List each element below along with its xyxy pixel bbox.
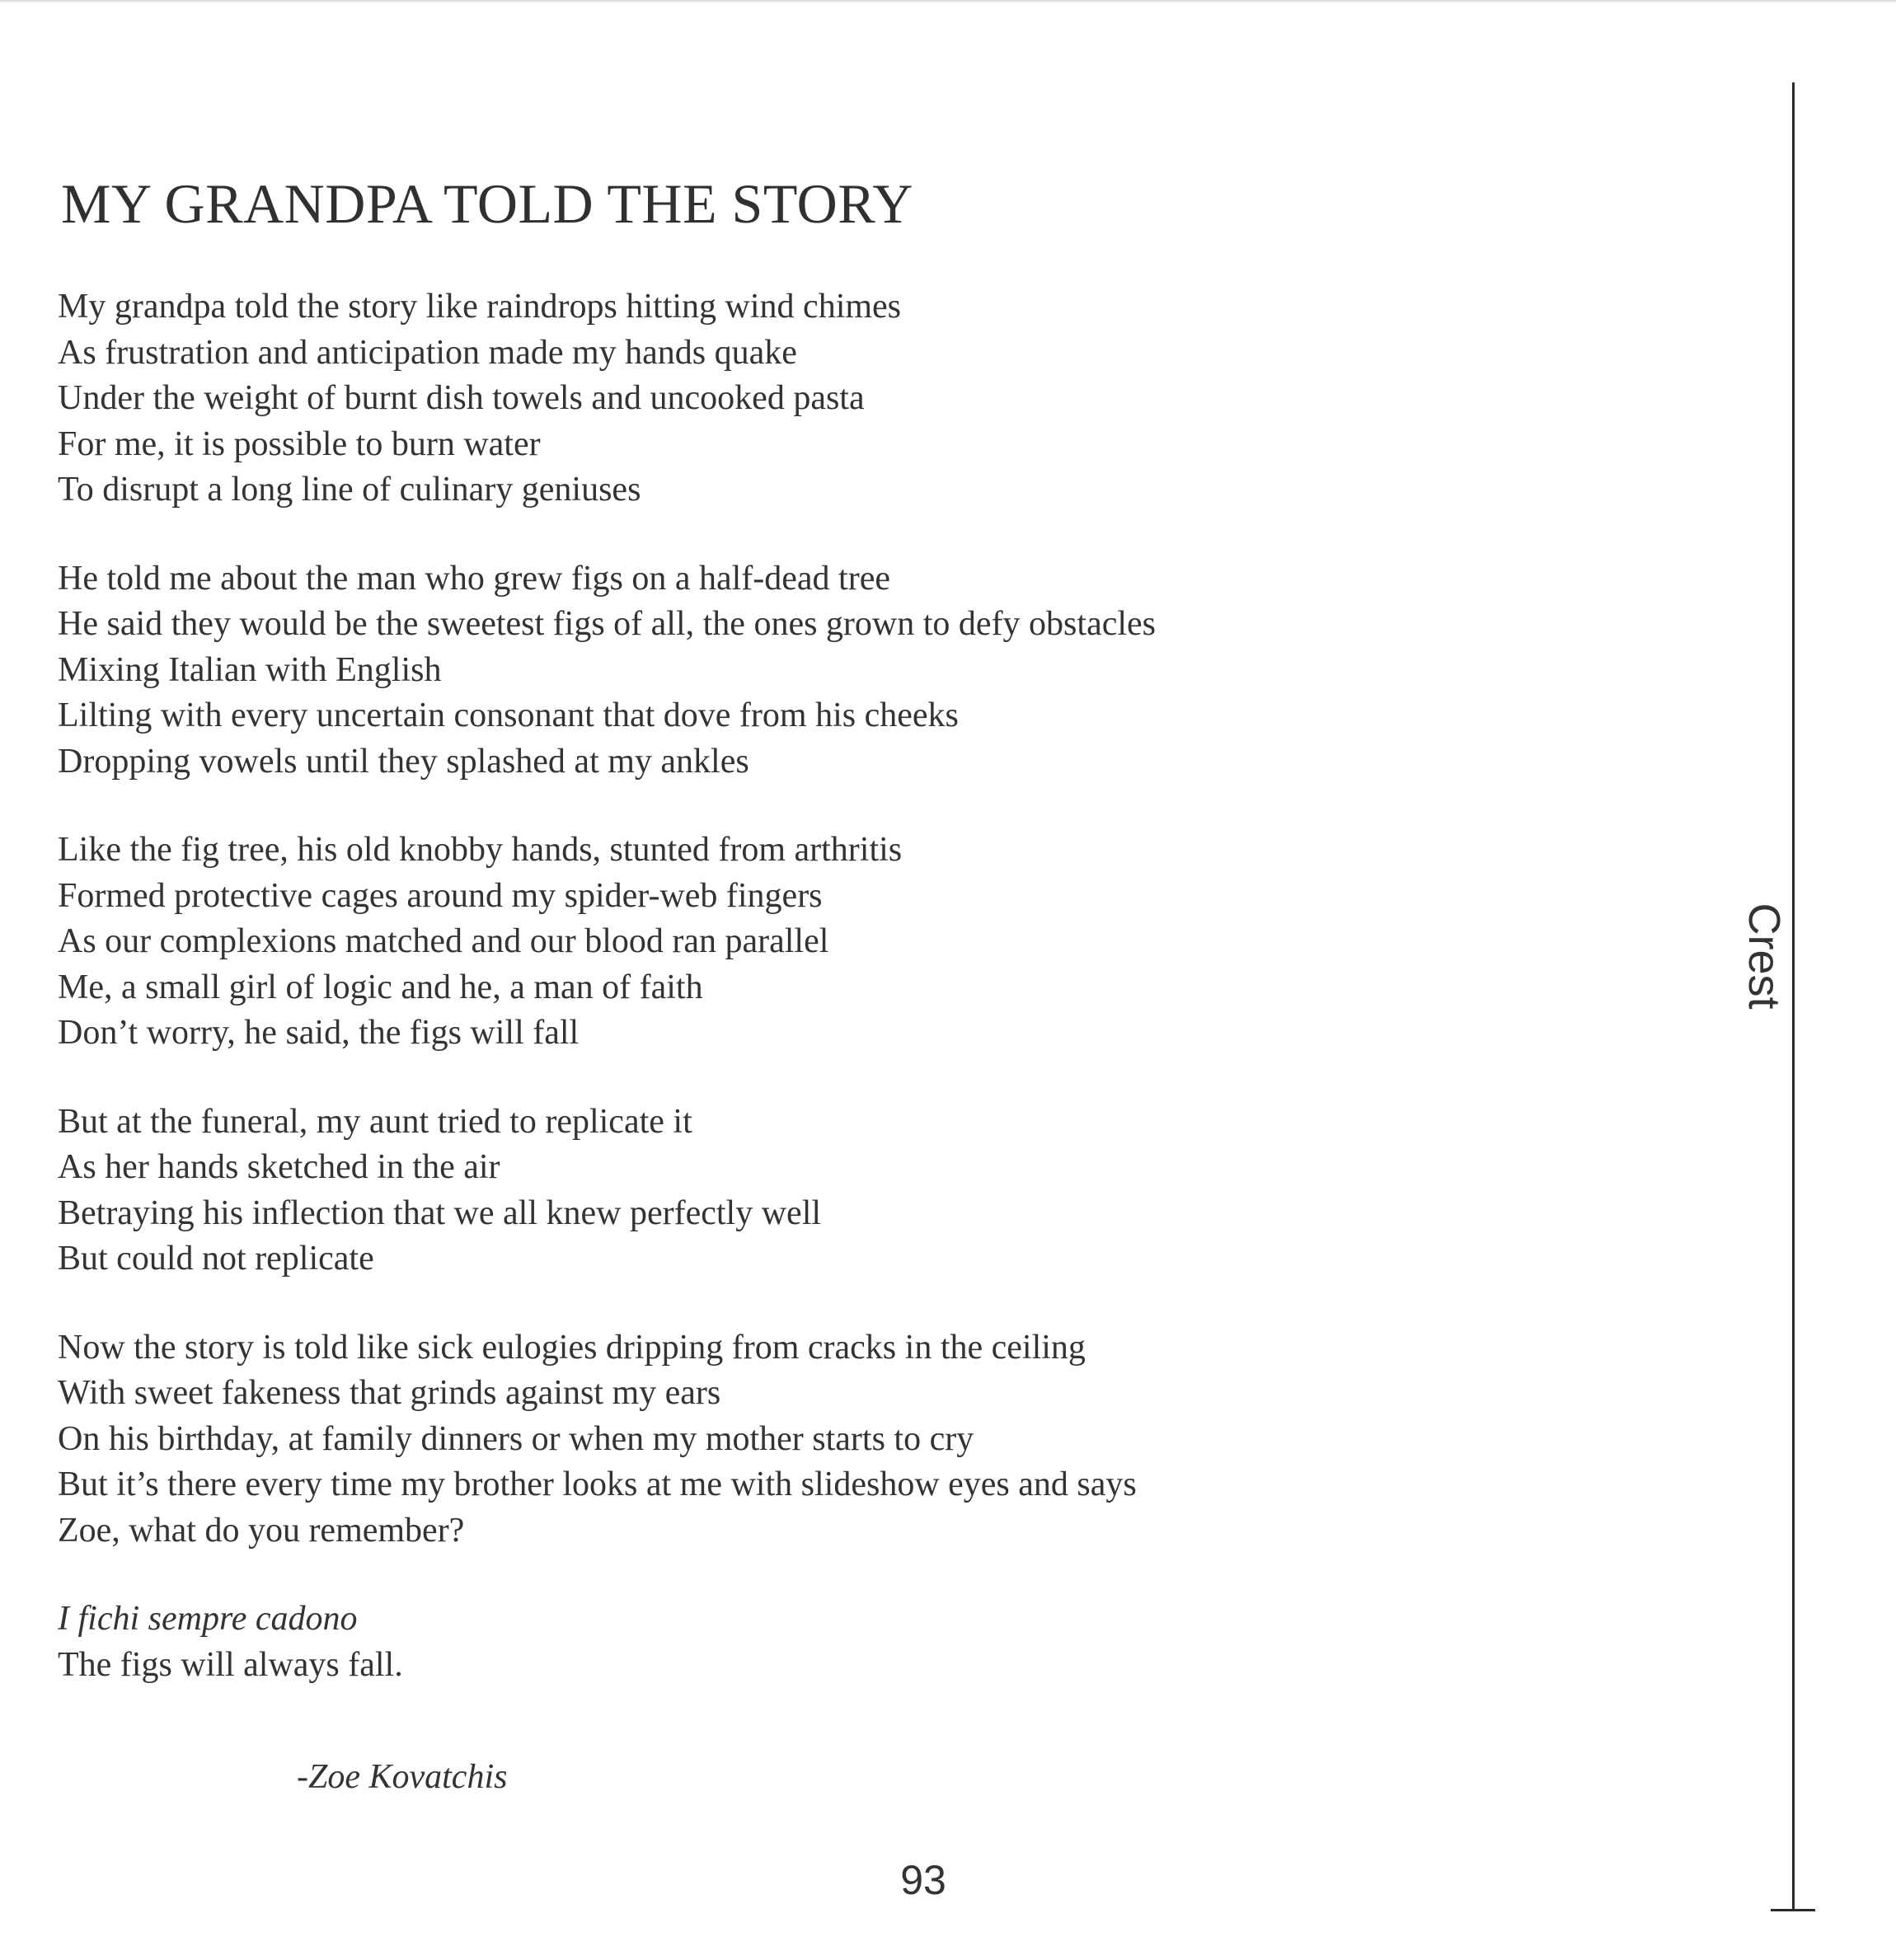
poem-line: He told me about the man who grew figs on a half-dead tree [58, 559, 890, 598]
stanza-5 [58, 1325, 1377, 1554]
poem-line: To disrupt a long line of culinary geniuses [58, 471, 641, 509]
poem-line: Lilting with every uncertain consonant that dove from his cheeks [58, 696, 959, 734]
poem-line-italian: I fichi sempre cadono [58, 1600, 358, 1638]
poem-line: My grandpa told the story like raindrops hitting wind chimes [58, 288, 902, 326]
stanza-6 [58, 1597, 1377, 1688]
stanza-1 [58, 284, 1377, 513]
stanza-3 [58, 828, 1377, 1057]
poem-line: Now the story is told like sick eulogies dripping from cracks in the ceiling [58, 1328, 1086, 1367]
poem-line: As her hands sketched in the air [58, 1148, 500, 1186]
author-byline: -Zoe Kovatchis [297, 1758, 508, 1796]
poem-line: But it’s there every time my brother looks at me with slideshow eyes and says [58, 1465, 1137, 1503]
poem-line: Under the weight of burnt dish towels and uncooked pasta [58, 379, 865, 417]
poem-line: But could not replicate [58, 1240, 374, 1278]
poem-line: Me, a small girl of logic and he, a man of faith [58, 968, 703, 1006]
poem-line: Betraying his inflection that we all knew perfectly well [58, 1193, 822, 1232]
stanza-2 [58, 556, 1377, 785]
poem-line: Formed protective cages around my spider-web fingers [58, 876, 823, 915]
poem-line: Like the fig tree, his old knobby hands, stunted from arthritis [58, 831, 903, 869]
stanza-4 [58, 1100, 1377, 1282]
poem-line: Dropping vowels until they splashed at my ankles [58, 742, 749, 781]
poem-line: Don’t worry, he said, the figs will fall [58, 1014, 580, 1052]
poem-title: MY GRANDPA TOLD THE STORY [61, 172, 913, 235]
page-number: 93 [900, 1857, 946, 1903]
poem-line: Mixing Italian with English [58, 650, 442, 689]
side-rule-foot [1771, 1909, 1815, 1911]
poem-line: As our complexions matched and our blood ran parallel [58, 922, 829, 960]
poem-line: He said they would be the sweetest figs of all, the ones grown to defy obstacles [58, 605, 1157, 643]
section-label: Crest [1739, 898, 1789, 1014]
poem-line: For me, it is possible to burn water [58, 424, 541, 463]
poem-line: With sweet fakeness that grinds against my ears [58, 1374, 721, 1412]
poem-line: On his birthday, at family dinners or when my mother starts to cry [58, 1419, 974, 1458]
poem-line: As frustration and anticipation made my hands quake [58, 333, 797, 372]
poem-line: But at the funeral, my aunt tried to replicate it [58, 1102, 692, 1141]
poem-body [58, 284, 1377, 1731]
page-top-edge [0, 0, 1896, 3]
side-rule-line [1792, 82, 1795, 1911]
poem-line: Zoe, what do you remember? [58, 1511, 465, 1550]
poem-line: The figs will always fall. [58, 1645, 403, 1684]
